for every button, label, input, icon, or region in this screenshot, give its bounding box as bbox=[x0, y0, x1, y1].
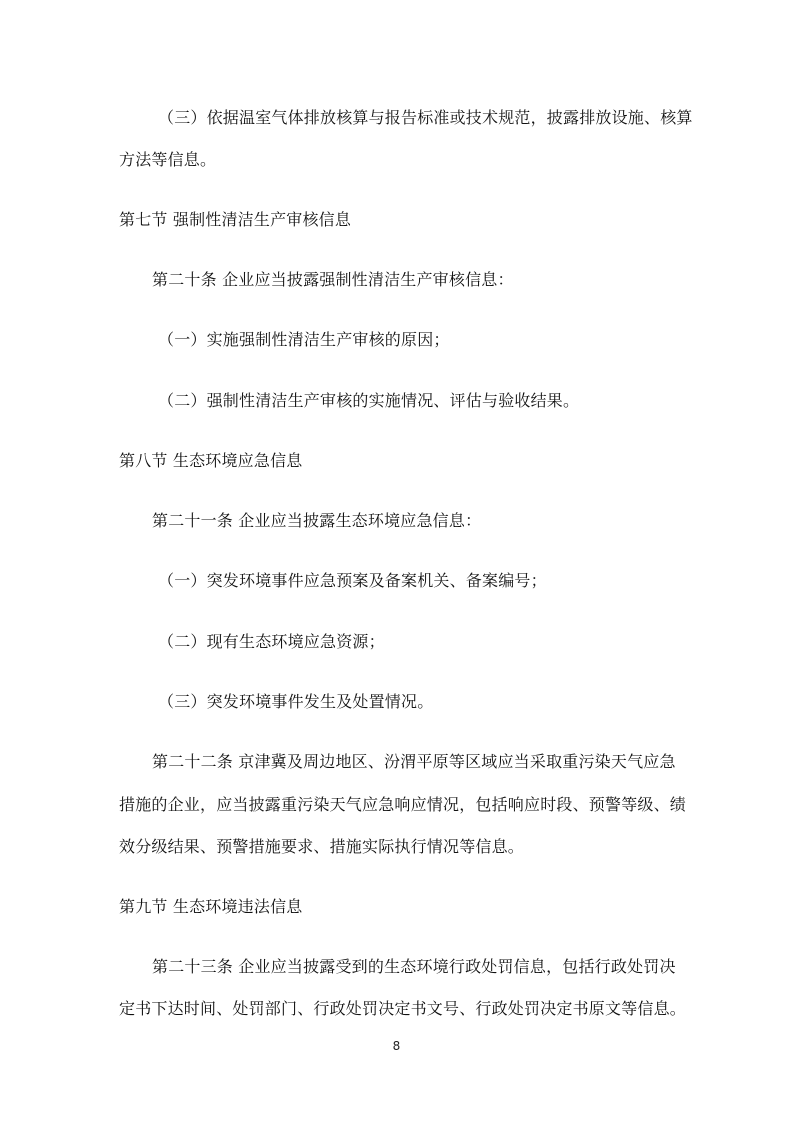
section-heading-8: 第八节 生态环境应急信息 bbox=[119, 451, 303, 470]
article-21-item-2: （二）现有生态环境应急资源； bbox=[158, 632, 385, 651]
clause-item-3-line-2: 方法等信息。 bbox=[119, 150, 217, 169]
page-number: 8 bbox=[392, 1039, 401, 1053]
article-23-line-2: 定书下达时间、处罚部门、行政处罚决定书文号、行政处罚决定书原文等信息。 bbox=[119, 999, 687, 1018]
article-21: 第二十一条 企业应当披露生态环境应急信息： bbox=[152, 511, 482, 530]
article-22-line-1: 第二十二条 京津冀及周边地区、汾渭平原等区域应当采取重污染天气应急 bbox=[152, 752, 676, 771]
article-23-line-1: 第二十三条 企业应当披露受到的生态环境行政处罚信息，包括行政处罚决 bbox=[152, 957, 676, 976]
article-21-item-1: （一）突发环境事件应急预案及备案机关、备案编号； bbox=[158, 571, 547, 590]
article-22-line-3: 效分级结果、预警措施要求、措施实际执行情况等信息。 bbox=[119, 837, 525, 856]
section-heading-9: 第九节 生态环境违法信息 bbox=[119, 897, 303, 916]
article-20-item-2: （二）强制性清洁生产审核的实施情况、评估与验收结果。 bbox=[158, 391, 580, 410]
article-20-item-1: （一）实施强制性清洁生产审核的原因； bbox=[158, 330, 450, 349]
article-22-line-2: 措施的企业，应当披露重污染天气应急响应情况，包括响应时段、预警等级、绩 bbox=[119, 795, 687, 814]
clause-item-3-line-1: （三）依据温室气体排放核算与报告标准或技术规范，披露排放设施、核算 bbox=[158, 108, 693, 127]
section-heading-7: 第七节 强制性清洁生产审核信息 bbox=[119, 210, 352, 229]
article-20: 第二十条 企业应当披露强制性清洁生产审核信息： bbox=[152, 270, 514, 289]
article-21-item-3: （三）突发环境事件发生及处置情况。 bbox=[158, 692, 434, 711]
